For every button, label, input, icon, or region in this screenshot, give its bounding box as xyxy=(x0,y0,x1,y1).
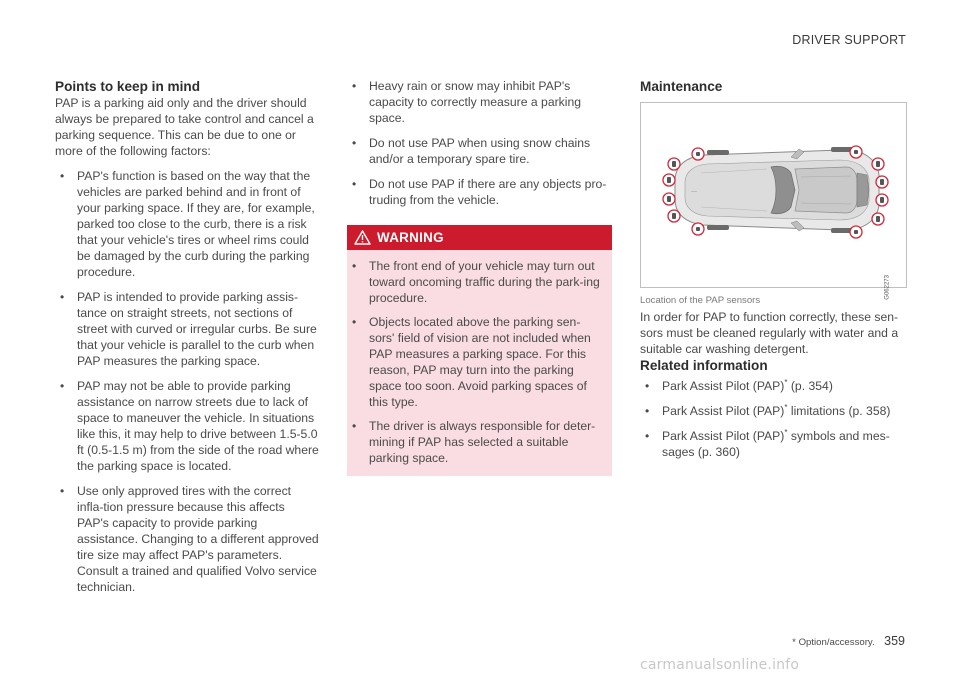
related-heading: Related information xyxy=(640,358,768,373)
list-item xyxy=(347,314,602,410)
related-link-text[interactable]: Park Assist Pilot (PAP) xyxy=(662,429,785,443)
figure-code: G062273 xyxy=(885,275,891,300)
bullet-icon: • xyxy=(645,404,650,418)
list-item-text: PAP may not be able to provide parking assistance on narrow streets due to lack of space to maneuver the vehicle. In situations like this, it may help to drive between 1.5-5.0 ft (0.5-1.5 m) from the side of the road where the parking space is located. xyxy=(77,379,319,473)
maintenance-text: In order for PAP to function correctly, these sen-sors must be cleaned regularly with water and a suitable car washing detergent. xyxy=(640,310,899,356)
bullet-icon: • xyxy=(352,315,357,329)
related-link-text[interactable]: Park Assist Pilot (PAP) xyxy=(662,379,785,393)
warning-header xyxy=(347,225,612,250)
car-top-view-illustration xyxy=(641,103,906,287)
list-item xyxy=(347,176,612,208)
list-item xyxy=(55,289,320,369)
list-item xyxy=(55,168,320,280)
list-item xyxy=(347,418,602,466)
bullet-icon: • xyxy=(352,79,357,93)
footnote: * Option/accessory. xyxy=(792,637,875,648)
related-link-text[interactable]: Park Assist Pilot (PAP) xyxy=(662,404,785,418)
list-item xyxy=(347,258,602,306)
section-title: DRIVER SUPPORT xyxy=(792,33,906,47)
page-number: 359 xyxy=(884,634,905,648)
related-link[interactable] xyxy=(640,403,907,419)
watermark-text: carmanualsonline.info xyxy=(640,657,800,673)
list-item-text: PAP is intended to provide parking assis-tance on straight streets, not sections of street with curved or irregular curbs. Be sure that your vehicle is parallel to the curb when PAP measures the parking space. xyxy=(77,290,317,368)
list-item xyxy=(347,78,612,126)
points-heading: Points to keep in mind xyxy=(55,79,201,94)
bullet-icon: • xyxy=(352,259,357,273)
column-middle xyxy=(347,78,612,476)
warning-label: WARNING xyxy=(377,229,444,245)
related-page-ref[interactable]: symbols and mes-sages (p. 360) xyxy=(662,429,890,459)
list-item-text: Do not use PAP if there are any objects pro-truding from the vehicle. xyxy=(369,177,607,207)
list-item xyxy=(55,483,320,595)
sensor-location-figure xyxy=(640,102,907,300)
bullet-icon: • xyxy=(352,419,357,433)
bullet-icon: • xyxy=(645,429,650,443)
list-item-text: PAP's function is based on the way that the vehicles are parked behind and in front of your parking space. If they are, for example, parked too close to the curb, there is a risk that your vehicle's tires or wheel rims could be damaged by the curb during the parking procedure. xyxy=(77,169,315,279)
list-item-text: Do not use PAP when using snow chains and/or a temporary spare tire. xyxy=(369,136,591,166)
related-link[interactable] xyxy=(640,428,907,460)
bullet-icon: • xyxy=(645,379,650,393)
list-item-text: Heavy rain or snow may inhibit PAP's capacity to correctly measure a parking space. xyxy=(369,79,582,125)
bullet-icon: • xyxy=(60,290,65,304)
column-right xyxy=(640,78,907,460)
related-page-ref[interactable]: (p. 354) xyxy=(787,379,833,393)
related-page-ref[interactable]: limitations (p. 358) xyxy=(787,404,891,418)
intro-paragraph: PAP is a parking aid only and the driver should always be prepared to take control and cancel a parking sequence. This can be due to one or more of the following factors: xyxy=(55,96,314,158)
page-footer xyxy=(792,633,905,651)
option-mark: * xyxy=(784,403,788,412)
list-item-text: The driver is always responsible for deter-mining if PAP has selected a suitable parking space. xyxy=(369,419,596,465)
points-list-continued xyxy=(347,78,612,208)
list-item-text: Objects located above the parking sen-sors' field of vision are not included when PAP measures a parking space. For this reason, PAP may turn into the parking space too soon. Avoid parking spaces of this type. xyxy=(369,315,591,409)
svg-text:—: — xyxy=(691,189,697,195)
warning-box xyxy=(347,225,612,476)
bullet-icon: • xyxy=(352,136,357,150)
maintenance-heading: Maintenance xyxy=(640,79,723,94)
list-item-text: Use only approved tires with the correct infla-tion pressure because this affects PAP's capacity to provide parking assistance. Changing to a different approved tire size may affect PAP's parameters. Consult a trained and qualified Volvo service technician. xyxy=(77,484,319,594)
warning-list xyxy=(347,250,612,476)
bullet-icon: • xyxy=(60,169,65,183)
option-mark: * xyxy=(784,428,788,437)
related-list xyxy=(640,378,907,460)
points-list xyxy=(55,168,320,595)
bullet-icon: • xyxy=(60,379,65,393)
bullet-icon: • xyxy=(60,484,65,498)
figure-caption: Location of the PAP sensors xyxy=(640,295,761,306)
warning-triangle-icon xyxy=(354,230,371,245)
bullet-icon: • xyxy=(352,177,357,191)
list-item xyxy=(347,135,612,167)
column-left xyxy=(55,78,320,595)
option-mark: * xyxy=(784,378,788,387)
related-link[interactable] xyxy=(640,378,907,394)
list-item-text: The front end of your vehicle may turn out toward oncoming traffic during the park-ing procedure. xyxy=(369,259,600,305)
list-item xyxy=(55,378,320,474)
